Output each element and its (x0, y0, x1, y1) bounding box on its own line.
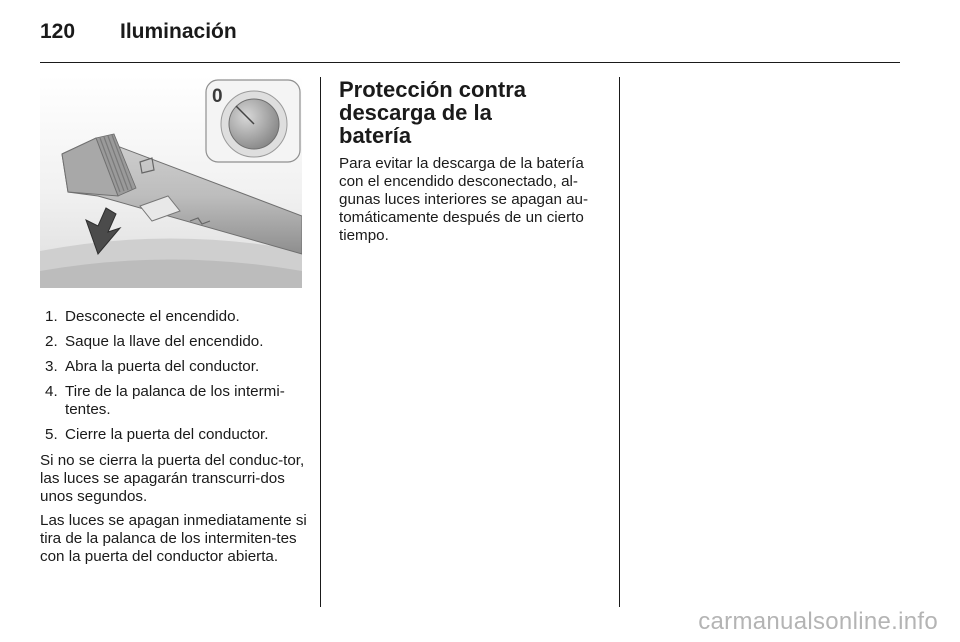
step-number: 3. (45, 358, 58, 375)
battery-section (339, 78, 607, 251)
step-number: 1. (45, 308, 58, 325)
step-text: Cierre la puerta del conductor. (65, 426, 269, 443)
paragraph-auto-off: Si no se cierra la puerta del conduc-tor, las luces se apagarán transcurri-dos unos segundos. (40, 452, 305, 505)
watermark: carmanualsonline.info (698, 608, 938, 635)
step-text: Tire de la palanca de los intermi-tentes. (65, 383, 285, 418)
page-number: 120 (40, 20, 76, 43)
page-header (40, 18, 900, 60)
column-divider-left (320, 77, 321, 607)
turn-signal-lever-illustration (40, 76, 302, 288)
list-item (40, 358, 308, 376)
list-item (40, 426, 308, 444)
step-number: 5. (45, 426, 58, 443)
steps-list (40, 308, 308, 444)
step-text: Desconecte el encendido. (65, 308, 240, 325)
instructions-column (40, 308, 308, 572)
step-number: 2. (45, 333, 58, 350)
list-item (40, 333, 308, 351)
step-text: Saque la llave del encendido. (65, 333, 264, 350)
ignition-position-label: 0 (212, 86, 223, 107)
list-item (40, 308, 308, 326)
paragraph-immediate-off: Las luces se apagan inmediatamente si tira de la palanca de los intermiten-tes con la puerta del conductor abierta. (40, 512, 307, 565)
step-text: Abra la puerta del conductor. (65, 358, 260, 375)
section-body: Para evitar la descarga de la batería con el encendido desconectado, al-gunas luces interiores se apagan au-tomáticamente después de un cierto tiempo. (339, 155, 589, 244)
section-title: Protección contra descarga de la batería (339, 77, 527, 148)
column-divider-right (619, 77, 620, 607)
chapter-title: Iluminación (120, 20, 237, 43)
list-item (40, 383, 308, 419)
header-rule (40, 62, 900, 63)
step-number: 4. (45, 383, 58, 400)
